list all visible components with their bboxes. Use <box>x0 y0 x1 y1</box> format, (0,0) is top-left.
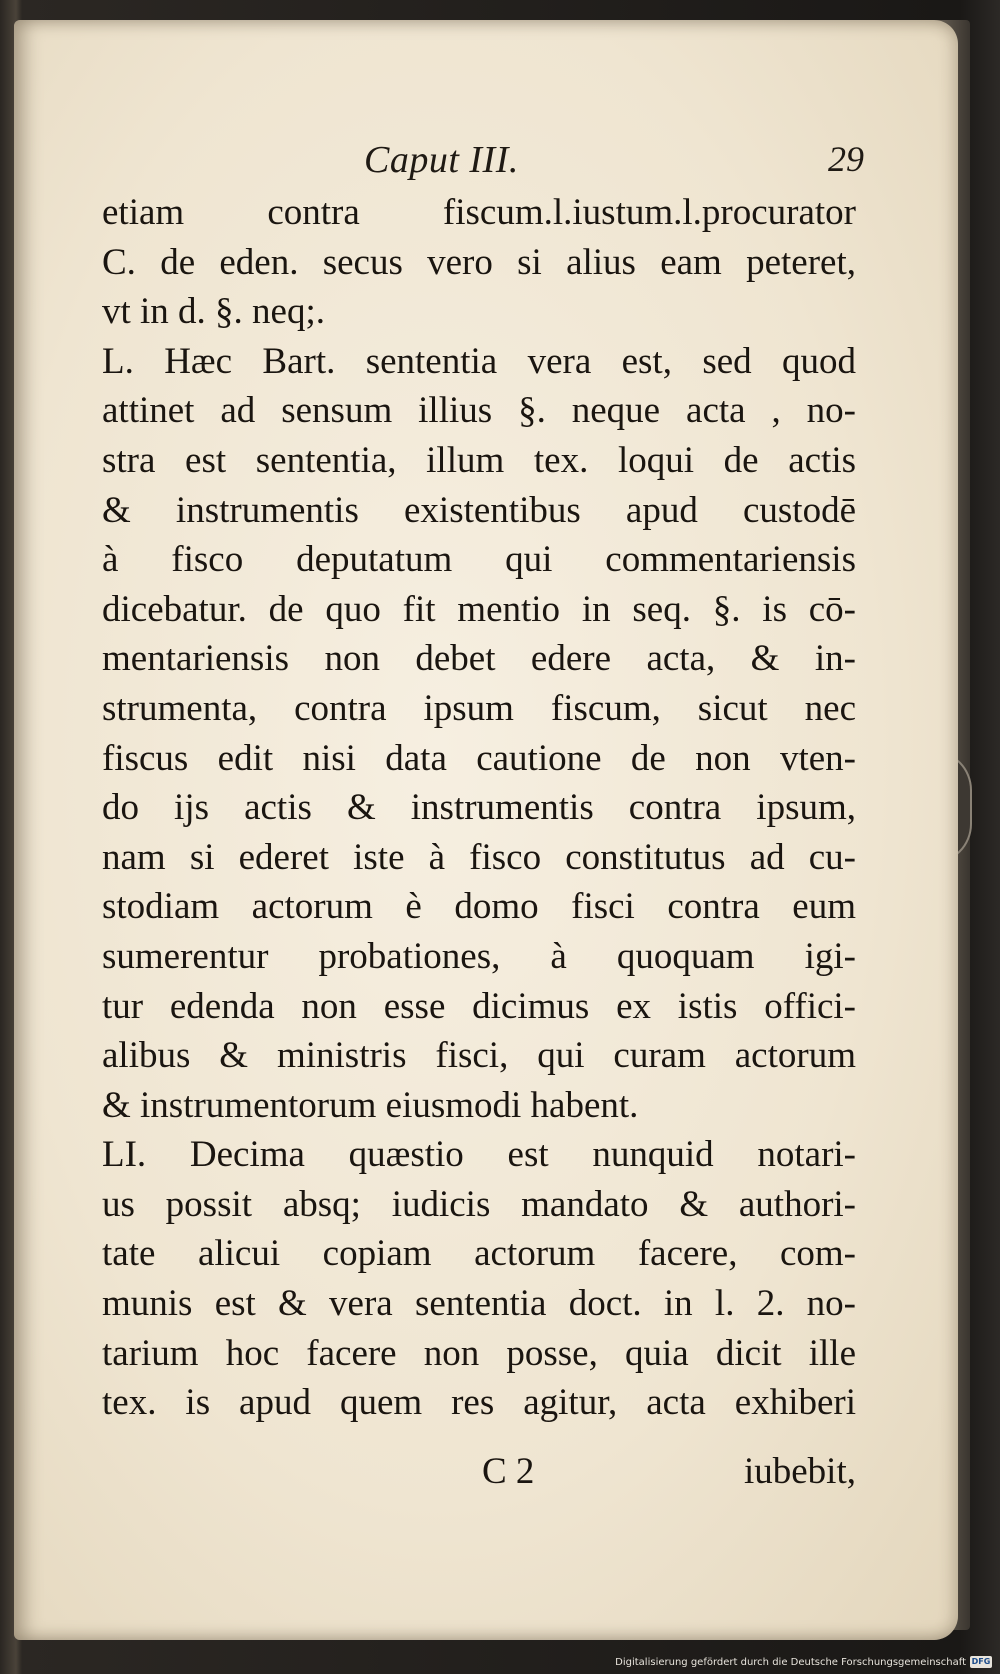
text-line: C. de eden. secus vero si alius eam peteret, <box>102 241 856 283</box>
text-line: us possit absq; iudicis mandato & authori- <box>102 1183 856 1225</box>
text-line: tarium hoc facere non posse, quia dicit ille <box>102 1332 856 1374</box>
text-line: tex. is apud quem res agitur, acta exhiberi <box>102 1382 856 1424</box>
signature-mark: C 2 <box>482 1451 535 1492</box>
dfg-logo-icon: DFG <box>971 1657 991 1666</box>
text-line: à fisco deputatum qui commentariensis <box>102 539 856 581</box>
text-line: etiam contra fiscum.l.iustum.l.procurator <box>102 192 856 233</box>
running-head: Caput III. <box>364 139 519 181</box>
credit-text: Digitalisierung gefördert durch die Deutsche Forschungsgemeinschaft <box>615 1656 966 1668</box>
text-line: sumerentur probationes, à quoquam igi- <box>102 935 856 977</box>
text-line: & instrumentis existentibus apud custodē <box>102 489 856 531</box>
page-footer <box>102 1450 856 1506</box>
page-number: 29 <box>828 139 864 179</box>
text-line: stodiam actorum è domo fisci contra eum <box>102 886 856 928</box>
text-line: tur edenda non esse dicimus ex istis offici- <box>102 985 856 1027</box>
book-page <box>14 20 958 1640</box>
catchword: iubebit, <box>743 1451 856 1492</box>
text-line: mentariensis non debet edere acta, & in- <box>102 638 856 680</box>
text-line: L. Hæc Bart. sententia vera est, sed quod <box>102 340 856 382</box>
body-text <box>102 188 856 1428</box>
text-line: nam si ederet iste à fisco constitutus ad cu- <box>102 836 856 878</box>
page-header <box>104 132 864 192</box>
text-line: LI. Decima quæstio est nunquid notari- <box>102 1134 856 1176</box>
digitization-credit <box>615 1654 992 1670</box>
text-line: dicebatur. de quo fit mentio in seq. §. is cō- <box>102 588 856 630</box>
text-line: attinet ad sensum illius §. neque acta , no- <box>102 390 856 432</box>
text-line: do ijs actis & instrumentis contra ipsum, <box>102 787 856 829</box>
text-line: tate alicui copiam actorum facere, com- <box>102 1233 856 1275</box>
text-line: munis est & vera sententia doct. in l. 2. no- <box>102 1283 856 1325</box>
text-line: stra est sententia, illum tex. loqui de actis <box>102 439 856 481</box>
text-line: vt in d. §. neq;. <box>102 291 326 333</box>
text-line: strumenta, contra ipsum fiscum, sicut nec <box>102 687 856 729</box>
text-line: alibus & ministris fisci, qui curam actorum <box>102 1035 856 1077</box>
text-line: fiscus edit nisi data cautione de non vten- <box>102 737 856 779</box>
text-line: & instrumentorum eiusmodi habent. <box>102 1084 639 1126</box>
